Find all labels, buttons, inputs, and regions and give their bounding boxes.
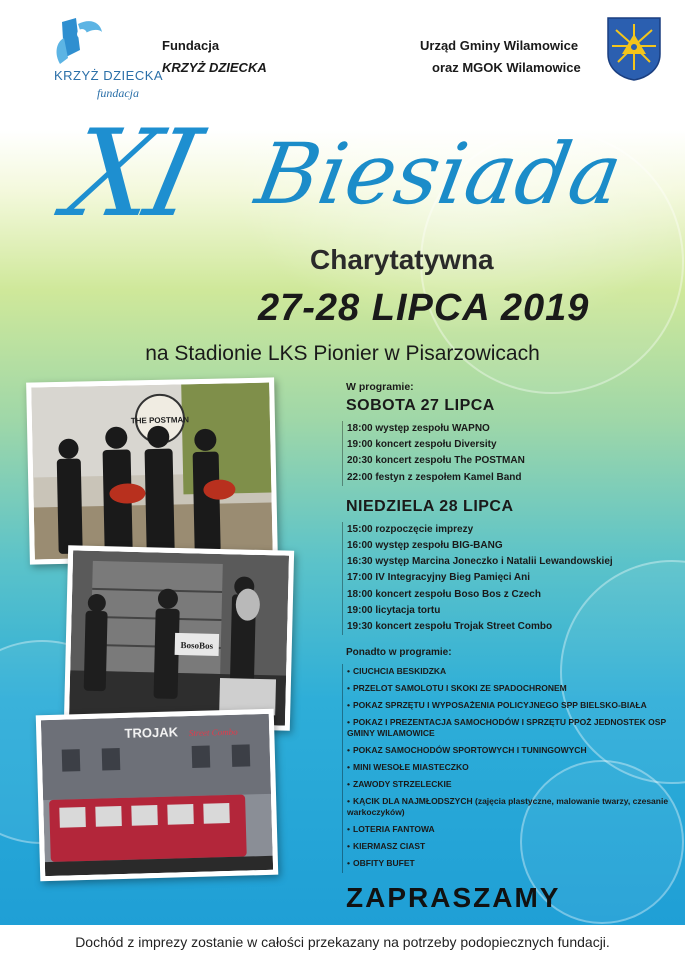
- extra-item: • POKAZ SPRZĘTU I WYPOSAŻENIA POLICYJNEGO SPP BIELSKO-BIAŁA: [347, 700, 647, 711]
- band-photo-bosobos: [69, 550, 289, 725]
- organizer-left-line2: KRZYŻ DZIECKA: [162, 60, 267, 75]
- extra-item: • POKAZ SAMOCHODÓW SPORTOWYCH I TUNINGOWYCH: [347, 745, 587, 756]
- schedule-item: 19:00 licytacja tortu: [347, 604, 441, 616]
- band-photo-postman: [31, 383, 273, 560]
- schedule-item: 20:30 koncert zespołu The POSTMAN: [347, 455, 525, 467]
- bosobos-sign: BosoBos: [180, 640, 214, 651]
- title-name: Biesiada: [249, 125, 629, 223]
- schedule-item: 19:00 koncert zespołu Diversity: [347, 439, 497, 451]
- day2-heading: NIEDZIELA 28 LIPCA: [346, 497, 514, 515]
- day2-schedule: [342, 522, 676, 635]
- organizer-right-line2: oraz MGOK Wilamowice: [432, 60, 581, 75]
- extras-list: [342, 664, 676, 873]
- wilamowice-crest-icon: [606, 16, 662, 82]
- logo-wordmark: KRZYŻ DZIECKA: [54, 68, 164, 83]
- logo-subword: fundacja: [97, 86, 139, 100]
- organizer-left-line1: Fundacja: [162, 38, 220, 53]
- extra-item: • KĄCIK DLA NAJMŁODSZYCH (zajęcia plastyczne, malowanie twarzy, czesanie warkoczyków): [347, 796, 669, 818]
- schedule-item: 19:30 koncert zespołu Trojak Street Combo: [347, 621, 553, 633]
- closing-invitation: ZAPRASZAMY: [346, 882, 561, 913]
- photo-boso-bos: [64, 545, 294, 730]
- schedule-item: 17:00 IV Integracyjny Bieg Pamięci Ani: [347, 572, 531, 584]
- event-venue: na Stadionie LKS Pionier w Pisarzowicach: [145, 342, 540, 365]
- extra-item: • KIERMASZ CIAST: [347, 841, 426, 852]
- trojak-sub-sign: Street Combo: [188, 726, 238, 739]
- extra-item: • OBFITY BUFET: [347, 858, 415, 869]
- extras-heading: Ponadto w programie:: [346, 647, 452, 659]
- extra-item: • ZAWODY STRZELECKIE: [347, 779, 452, 790]
- photo-the-postman: [26, 377, 278, 564]
- extra-item: • MINI WESOŁE MIASTECZKO: [347, 762, 469, 773]
- program-intro: W programie:: [346, 381, 414, 393]
- drum-label: THE POSTMAN: [130, 415, 190, 426]
- schedule-item: 18:00 występ zespołu WAPNO: [347, 423, 490, 434]
- trojak-sign: TROJAK: [124, 724, 179, 741]
- schedule-item: 16:30 występ Marcina Joneczko i Natalii Lewandowskiej: [347, 556, 613, 568]
- photo-trojak-street-combo: [36, 709, 279, 882]
- footer-note: Dochód z imprezy zostanie w całości przekazany na potrzeby podopiecznych fundacji.: [0, 925, 685, 960]
- day1-heading: SOBOTA 27 LIPCA: [346, 397, 495, 414]
- event-dates: 27-28 LIPCA 2019: [258, 287, 590, 329]
- day1-schedule: [342, 421, 676, 486]
- extra-item: • PRZELOT SAMOLOTU I SKOKI ZE SPADOCHRONEM: [347, 683, 567, 694]
- title-subtitle: Charytatywna: [310, 244, 494, 275]
- schedule-item: 22:00 festyn z zespołem Kamel Band: [347, 471, 522, 483]
- schedule-item: 18:00 koncert zespołu Boso Bos z Czech: [347, 588, 541, 600]
- title-numeral: XI: [55, 105, 206, 244]
- schedule-item: 15:00 rozpoczęcie imprezy: [347, 523, 474, 535]
- extra-item: • POKAZ I PREZENTACJA SAMOCHODÓW I SPRZĘTU PPOŻ JEDNOSTEK OSP GMINY WILAMOWICE: [347, 717, 666, 739]
- schedule-item: 16:00 występ zespołu BIG-BANG: [347, 540, 503, 552]
- extra-item: • CIUCHCIA BESKIDZKA: [347, 666, 447, 677]
- band-photo-trojak: [41, 714, 273, 876]
- extra-item: • LOTERIA FANTOWA: [347, 824, 435, 835]
- program-section: [346, 381, 676, 873]
- organizer-right-line1: Urząd Gminy Wilamowice: [420, 38, 579, 53]
